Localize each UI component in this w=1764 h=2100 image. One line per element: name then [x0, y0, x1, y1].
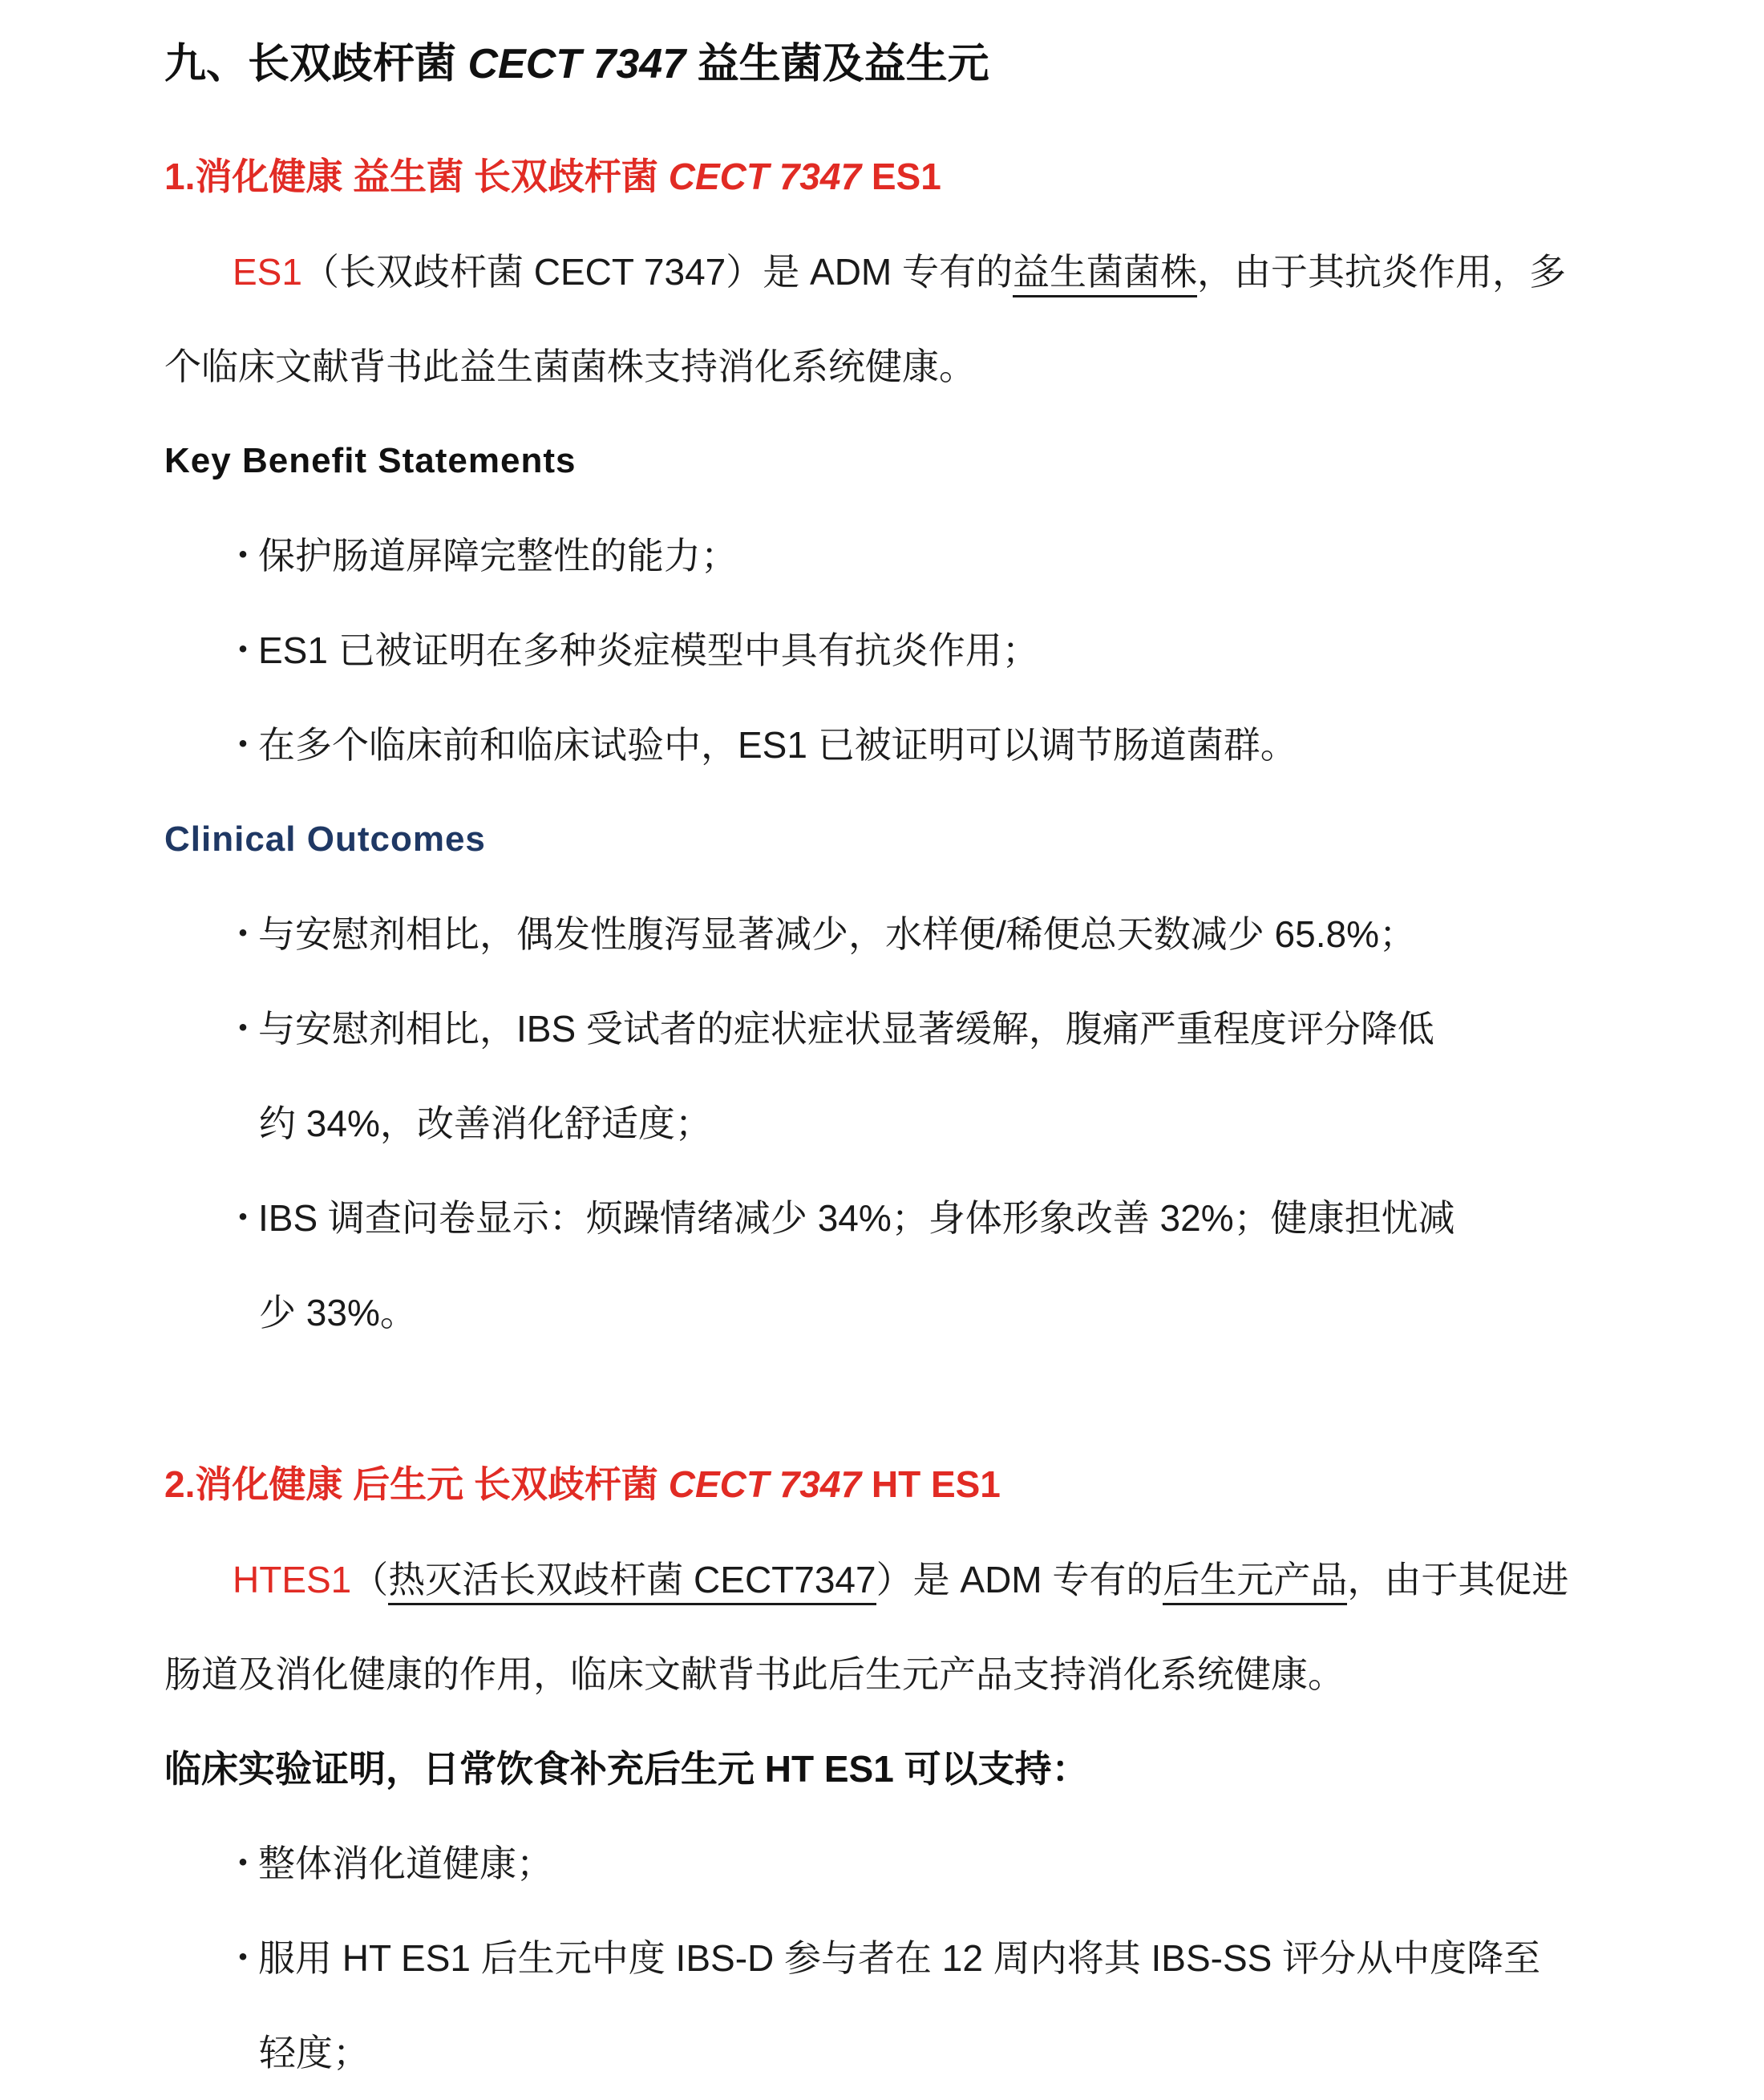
bullet-icon: ・ [225, 1937, 261, 1979]
title-text-post: 益生菌及益生元 [686, 41, 989, 87]
section2-heading-post: HT ES1 [861, 1463, 1001, 1505]
bullet-icon: ・ [225, 1008, 261, 1050]
section1-heading-strain: CECT 7347 [668, 156, 862, 197]
key-benefit-bullet-1-text: 保护肠道屏障完整性的能力； [258, 535, 738, 577]
clinical-bullet-1 [164, 887, 1612, 981]
bullet-icon: ・ [225, 724, 261, 766]
section1-paragraph-run2: ，由于其抗炎作用，多 [1197, 251, 1567, 293]
section1-paragraph-line2: 个临床文献背书此益生菌菌株支持消化系统健康。 [164, 346, 976, 387]
section2-paragraph-line2: 肠道及消化健康的作用，临床文献背书此后生元产品支持消化系统健康。 [164, 1653, 1345, 1695]
probiotic-strain-underlined: 益生菌菌株 [1013, 251, 1197, 297]
section2-heading-pre: 2.消化健康 后生元 长双歧杆菌 [164, 1463, 669, 1505]
section1-heading-post: ES1 [861, 156, 941, 197]
section2-paragraph-line1 [164, 1532, 1612, 1627]
clinical-bullet-3-line1 [164, 1171, 1612, 1265]
section2-bold-statement: 临床实验证明，日常饮食补充后生元 HT ES1 可以支持： [164, 1748, 1089, 1790]
section1-heading-pre: 1.消化健康 益生菌 长双歧杆菌 [164, 156, 669, 197]
section2-paragraph-mid: ）是 ADM 专有的 [876, 1559, 1163, 1600]
key-benefit-bullet-2-text: ES1 已被证明在多种炎症模型中具有抗炎作用； [258, 629, 1039, 671]
es1-label: ES1 [233, 251, 302, 293]
key-benefit-bullet-1 [164, 508, 1612, 603]
clinical-bullet-2-line2: 约 34%，改善消化舒适度； [259, 1103, 712, 1144]
section1-heading [164, 128, 1612, 225]
bullet-icon: ・ [225, 629, 261, 671]
section2-bullet-2-line2: 轻度； [259, 2032, 370, 2074]
section2-bullet-1 [164, 1816, 1612, 1911]
clinical-bullet-2-line1 [164, 981, 1612, 1076]
key-benefit-bullet-3 [164, 698, 1612, 792]
section2-paragraph-open: （ [351, 1559, 389, 1600]
section2-paragraph-tail: ，由于其促进 [1347, 1559, 1569, 1600]
clinical-bullet-2-text-line1: 与安慰剂相比，IBS 受试者的症状症状显著缓解，腹痛严重程度评分降低 [258, 1008, 1434, 1050]
section2-bullet-2-line1 [164, 1911, 1612, 2005]
bullet-icon: ・ [225, 1843, 261, 1884]
bullet-icon: ・ [225, 1197, 261, 1239]
key-benefit-bullet-3-text: 在多个临床前和临床试验中，ES1 已被证明可以调节肠道菌群。 [258, 724, 1297, 766]
key-benefit-heading: Key Benefit Statements [164, 441, 577, 480]
section1-paragraph-run1: （长双歧杆菌 CECT 7347）是 ADM 专有的 [301, 251, 1013, 293]
section2-heading-strain: CECT 7347 [668, 1463, 862, 1505]
key-benefit-bullet-2 [164, 603, 1612, 698]
document-title [164, 24, 1612, 104]
clinical-bullet-3-text-line1: IBS 调查问卷显示：烦躁情绪减少 34%；身体形象改善 32%；健康担忧减 [258, 1197, 1455, 1239]
htes1-label: HTES1 [233, 1559, 352, 1600]
clinical-bullet-3-line2: 少 33%。 [259, 1292, 417, 1333]
title-text-pre: 九、长双歧杆菌 [164, 41, 468, 87]
clinical-outcomes-heading: Clinical Outcomes [164, 819, 486, 859]
clinical-bullet-1-text: 与安慰剂相比，偶发性腹泻显著减少，水样便/稀便总天数减少 65.8%； [258, 913, 1416, 955]
section2-heading [164, 1436, 1612, 1532]
bullet-icon: ・ [225, 913, 261, 955]
title-strain-name: CECT 7347 [467, 41, 686, 87]
bullet-icon: ・ [225, 535, 261, 577]
section2-bullet-2-text-line1: 服用 HT ES1 后生元中度 IBS-D 参与者在 12 周内将其 IBS-SS 评分从中度降至 [258, 1937, 1541, 1979]
heat-treated-strain-underlined: 热灭活长双歧杆菌 CECT7347 [388, 1559, 876, 1605]
section2-bullet-1-text: 整体消化道健康； [258, 1843, 553, 1884]
section1-paragraph-line1 [164, 225, 1612, 319]
postbiotic-product-underlined: 后生元产品 [1163, 1559, 1347, 1605]
